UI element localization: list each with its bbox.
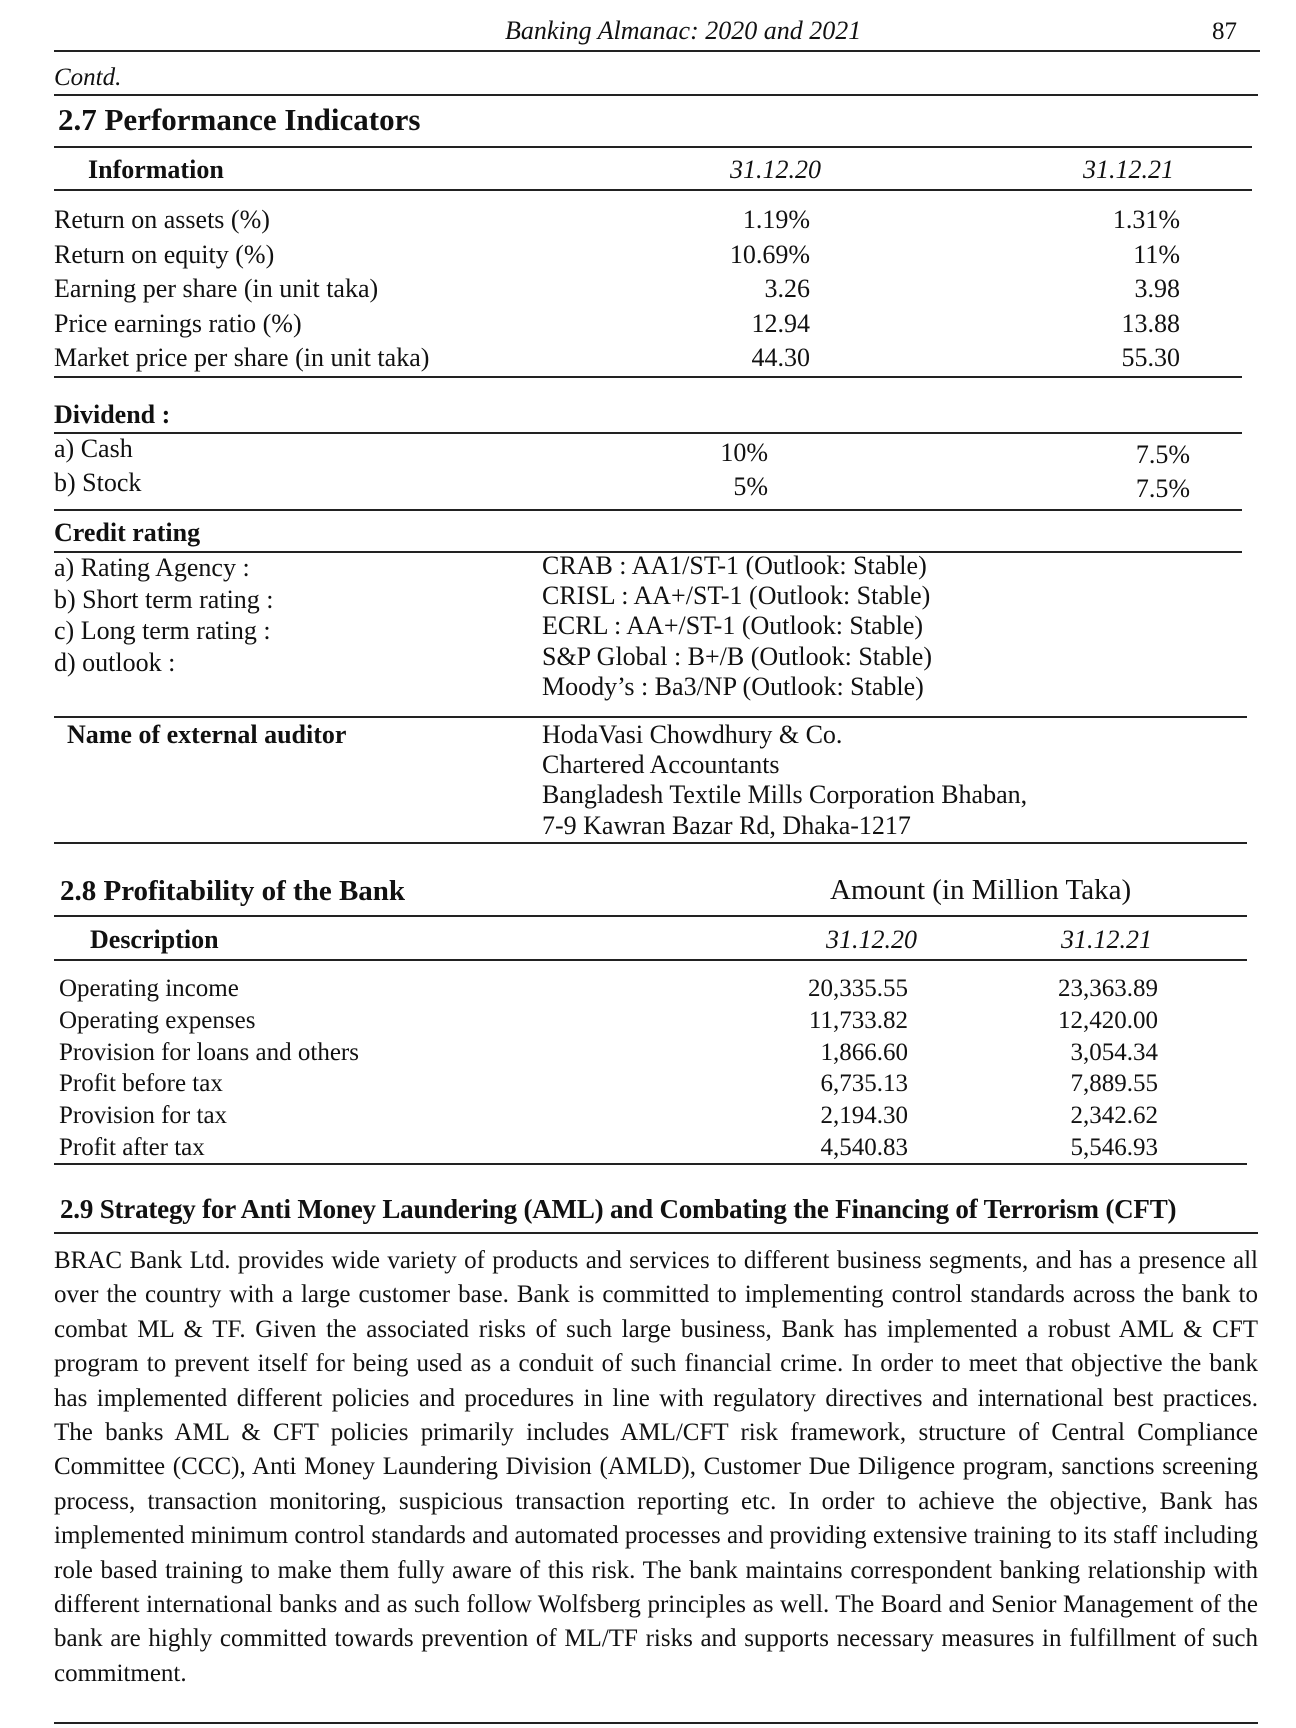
profit-value-2020: 2,194.30	[820, 1102, 908, 1130]
profit-value-2020: 11,733.82	[808, 1006, 908, 1034]
profit-values-2020	[760, 973, 908, 1164]
rule-under-2-7-header	[54, 189, 1252, 191]
page-number: 87	[1212, 18, 1237, 45]
dividend-cash-2020: 10%	[720, 438, 768, 467]
auditor-line: Bangladesh Textile Mills Corporation Bhaban,	[542, 780, 1028, 810]
rule-after-dividend	[54, 509, 1242, 511]
rule-after-auditor	[54, 842, 1247, 844]
col-header-2021: 31.12.21	[1083, 155, 1174, 184]
profit-value-2021: 23,363.89	[1058, 975, 1158, 1002]
col-header-information: Information	[88, 155, 224, 184]
rule-under-2-8-header	[54, 959, 1247, 961]
perf-label: Market price per share (in unit taka)	[54, 343, 430, 372]
perf-label: Price earnings ratio (%)	[54, 308, 302, 338]
perf-values-2020	[660, 203, 810, 376]
dividend-cash-label: a) Cash	[54, 434, 133, 463]
auditor-line: HodaVasi Chowdhury & Co.	[542, 720, 843, 749]
credit-rating-value: CRISL : AA+/ST-1 (Outlook: Stable)	[542, 581, 931, 611]
dividend-title: Dividend :	[54, 400, 171, 429]
credit-rating-label: b) Short term rating :	[54, 584, 274, 614]
rule-under-dividend	[54, 432, 1242, 434]
perf-value-2021: 55.30	[1121, 343, 1180, 372]
header-rule	[54, 50, 1260, 52]
credit-rating-value: Moody’s : Ba3/NP (Outlook: Stable)	[542, 671, 924, 701]
auditor-label: Name of external auditor	[67, 720, 347, 749]
contd-label: Contd.	[54, 64, 122, 91]
rule-top-2-7	[54, 94, 1258, 96]
perf-value-2020: 10.69%	[729, 239, 810, 269]
perf-values-2021	[1030, 203, 1180, 376]
credit-rating-title: Credit rating	[54, 518, 201, 547]
dividend-stock-label: b) Stock	[54, 468, 142, 497]
profit-labels	[59, 973, 359, 1164]
col-header-2020: 31.12.20	[730, 155, 821, 184]
section-2-8-title: 2.8 Profitability of the Bank	[60, 875, 406, 907]
profit-value-2020: 1,866.60	[820, 1038, 908, 1066]
rule-under-2-7-title	[54, 146, 1252, 148]
profit-value-2021: 7,889.55	[1070, 1070, 1158, 1098]
profit-label: Operating expenses	[59, 1006, 256, 1034]
credit-rating-values	[542, 551, 932, 702]
dividend-stock-2020: 5%	[733, 472, 768, 501]
profit-values-2021	[1010, 973, 1158, 1164]
running-header-title: Banking Almanac: 2020 and 2021	[505, 16, 862, 45]
credit-rating-label: a) Rating Agency :	[54, 553, 250, 582]
section-2-7-title: 2.7 Performance Indicators	[58, 102, 421, 137]
perf-label: Earning per share (in unit taka)	[54, 274, 379, 303]
auditor-line: Chartered Accountants	[542, 750, 780, 780]
profit-label: Provision for tax	[59, 1102, 228, 1130]
profit-value-2021: 3,054.34	[1070, 1038, 1158, 1066]
profit-label: Provision for loans and others	[59, 1038, 359, 1066]
dividend-stock-2021: 7.5%	[1135, 474, 1190, 503]
profit-label: Profit before tax	[59, 1070, 223, 1098]
col-header-2021-profit: 31.12.21	[1061, 925, 1152, 954]
profit-value-2020: 4,540.83	[820, 1133, 908, 1161]
perf-label: Return on assets (%)	[54, 205, 270, 234]
perf-value-2021: 11%	[1133, 239, 1180, 269]
col-header-description: Description	[90, 925, 219, 954]
profit-value-2020: 6,735.13	[820, 1070, 908, 1098]
dividend-cash-2021: 7.5%	[1135, 440, 1190, 469]
perf-label: Return on equity (%)	[54, 239, 275, 269]
perf-value-2020: 1.19%	[742, 205, 810, 234]
perf-value-2020: 3.26	[764, 274, 810, 303]
auditor-line: 7-9 Kawran Bazar Rd, Dhaka-1217	[542, 810, 911, 840]
credit-rating-labels	[54, 552, 274, 678]
profit-value-2021: 5,546.93	[1070, 1133, 1158, 1161]
perf-value-2021: 1.31%	[1112, 205, 1180, 234]
profit-label: Profit after tax	[59, 1133, 205, 1161]
profit-value-2020: 20,335.55	[808, 975, 908, 1002]
rule-after-profit	[54, 1163, 1247, 1165]
profit-label: Operating income	[59, 975, 239, 1002]
rule-under-2-9-title	[54, 1232, 1258, 1234]
perf-value-2020: 44.30	[751, 343, 810, 372]
rule-bottom	[54, 1722, 1258, 1724]
perf-value-2021: 3.98	[1134, 274, 1180, 303]
credit-rating-label: c) Long term rating :	[54, 616, 271, 645]
credit-rating-value: ECRL : AA+/ST-1 (Outlook: Stable)	[542, 611, 924, 641]
col-header-2020-profit: 31.12.20	[826, 925, 917, 954]
perf-value-2021: 13.88	[1121, 308, 1180, 338]
perf-labels	[54, 203, 429, 376]
profit-value-2021: 2,342.62	[1070, 1102, 1158, 1130]
rule-under-2-8-title	[54, 915, 1247, 917]
perf-value-2020: 12.94	[751, 308, 810, 338]
section-2-9-title: 2.9 Strategy for Anti Money Laundering (AML) and Combating the Financing of Terrorism (CFT)	[60, 1194, 1177, 1224]
credit-rating-value: S&P Global : B+/B (Outlook: Stable)	[542, 641, 932, 671]
auditor-lines	[542, 720, 1027, 841]
profit-value-2021: 12,420.00	[1058, 1006, 1158, 1034]
rule-after-perf	[54, 376, 1242, 378]
amount-label: Amount (in Million Taka)	[830, 874, 1132, 906]
credit-rating-value: CRAB : AA1/ST-1 (Outlook: Stable)	[542, 551, 927, 580]
aml-body-paragraph: BRAC Bank Ltd. provides wide variety of products and services to different business segments, and has a presence all over the country with a large customer base. Bank is committed to implementing control standards across the bank to combat ML & TF. Given the associated risks of such large business, Bank has implemented a robust AML & CFT program to prevent itself for being used as a conduit of such financial crime. In order to meet that objective the bank has implemented different policies and procedures in line with regulatory directives and international best practices. The banks AML & CFT policies primarily includes AML/CFT risk framework, structure of Central Compliance Committee (CCC), Anti Money Laundering Division (AMLD), Customer Due Diligence program, sanctions screening process, transaction monitoring, suspicious transaction reporting etc. In order to achieve the objective, Bank has implemented minimum control standards and automated processes and providing extensive training to its staff including role based training to make them fully aware of this risk. The bank maintains correspondent banking relationship with different international banks and as such follow Wolfsberg principles as well. The Board and Senior Management of the bank are highly committed towards prevention of ML/TF risks and supports necessary measures in fulfillment of such commitment.	[54, 1247, 1258, 1687]
credit-rating-label: d) outlook :	[54, 647, 176, 677]
